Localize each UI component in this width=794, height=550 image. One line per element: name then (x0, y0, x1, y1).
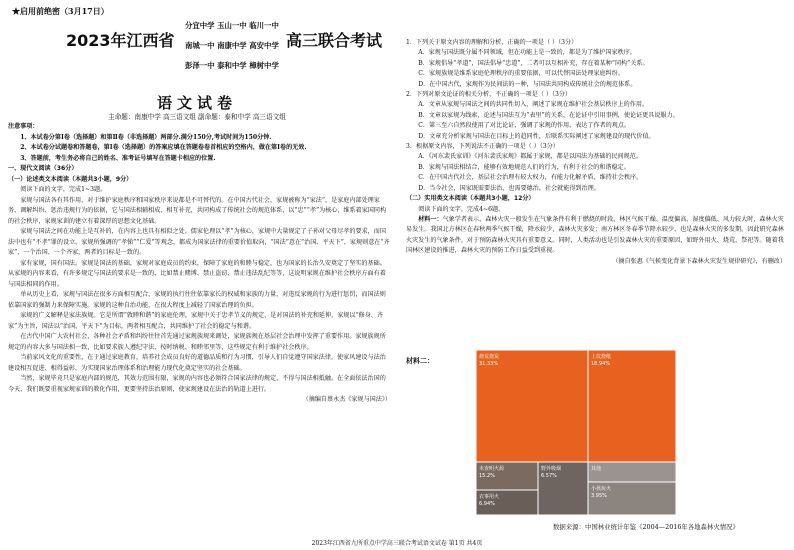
treemap-tile-name: 小孩玩火 (591, 486, 612, 492)
option: B．家规与国法相结合，能够有效地规范人们的行为，有利于社会的和谐稳定。 (418, 163, 630, 171)
option: D．当今社会，国家既需要法治，也需要德治，社会就能得到治理。 (418, 184, 600, 192)
left-column (8, 122, 391, 406)
treemap-tile-name: 烧荒烧炭 (479, 354, 500, 360)
treemap-tile-value: 3.95% (591, 493, 607, 499)
passage-paragraph: 家有家规，国有国法。家规是国法的基础，家规对家庭成员的约束，保障了家庭的和睦与稳定，也为国家的长治久安奠定了坚实的基础。从家规的内容来看，有许多规定与国法的要求是一致的，比如禁止赌博、禁止盗窃、禁止违法乱纪等等，这说明家规在维护社会秩序方面有着与国法相同的作用。 (8, 259, 386, 288)
school-line: 南城一中 南康中学 高安中学 (185, 41, 279, 50)
school-line: 分宜中学 玉山一中 临川一中 (185, 21, 279, 30)
passage-paragraph: 当前家风文化的重要性，在于通过家庭教育，培养社会成员良好的道德品质和行为习惯，引导人们自觉遵守国家法律，使家风建设与法治建设相互促进、相得益彰，为实现国家治理体系和治理能力现代化奠定坚实的社会基础。 (8, 354, 386, 372)
treemap-tile-value: 6.57% (541, 473, 557, 479)
option: C．在中国古代社会，基层社会治理有较大权力，有能力化解矛盾、维持社会秩序。 (418, 174, 643, 182)
passage-paragraph: 家规与国法之间在功能上是互补的，在内容上也具有相似之处。儒家伦理以“孝”为核心，家规中大量规定了子孙对父母尽孝的要求，而国法中也有“不孝”罪的设立。家规所强调的“孝悌”“仁爱”等观念，都成为国家法律的重要价值取向，“国法”意在“治国、平天下”，家规则意在“齐家”，一个治国、一个齐家，两者的目标是一致的。 (8, 228, 390, 256)
question: 2．下列对原文论证的相关分析，不正确的一项是（ ）（3分） (406, 91, 572, 99)
option: C．家规族规是维系家庭伦理秩序的重要依据，可以代替国法处理家庭纠纷。 (418, 70, 624, 78)
reading-instruction: 阅读下面的文字，完成1~3题。 (20, 186, 107, 193)
secret-label: ★启用前绝密（3月17日） (12, 6, 109, 16)
material-text: 气象学者表示，森林火灾一般发生在气象条件有利于燃烧的时段，林区气候干燥、温度偏高、湿度偏低、风力较大时，森林火灾易发生。我国北方林区在春秋两季气候干燥，降水较少，森林火灾多发；南方林区冬春季节降水较少，也是森林火灾的多发期。因此研究森林火灾发生的气象条件，对于预防森林火灾具有重要意义。同时，人类活动也是引发森林火灾的重要原因，如野外用火、烧荒、祭祀等。随着我国林区建设的推进，森林火灾的预防工作日益受到重视。 (406, 215, 784, 255)
treemap-tile-value: 18.94% (591, 361, 611, 367)
material-label: 材料一： (418, 215, 443, 223)
treemap-tile-name: 未查明火源 (479, 466, 505, 472)
passage-paragraph: 当然，家规毕竟只是家庭内部的规范，其效力范围有限，家规的内容也必须符合国家法律的规定，不得与国法相抵触。在全面依法治国的今天，我们既要重视家规家训的教化作用，更要坚持法治原则，使家规建设在法治的轨道上进行。 (8, 375, 386, 393)
authors-line: 主命题：南康中学 高三语文组 副命题：泰和中学 高三语文组 (108, 113, 286, 121)
passage-paragraph: 家规的广义解释是家法族规。它是所谓“敦睦和谐”的家庭伦理，家规中关于忠孝节义的规定，是对国法的补充和延伸，家规以“修身、齐家”为主旨，国法以“治国、平天下”为目标，两者相互配合，共同维护了社会的稳定与和谐。 (8, 312, 383, 330)
option: B．家规倡导“孝道”，国法倡导“忠道”，二者可以互相补充，存在着某种“同构”关系。 (418, 59, 649, 67)
subsection-heading: （二）实用类文本阅读（本题共3小题，12分） (406, 195, 535, 203)
treemap-chart (476, 350, 676, 515)
option: A．家规与国法既分属不同领域，但在功能上是一致的，都是为了维护国家秩序。 (418, 49, 636, 57)
option: D．文章充分析家规与国法在目标上的趋同性，后联系实际阐述了家规建设的现代价值。 (418, 132, 655, 140)
school-line: 彭泽一中 泰和中学 樟树中学 (185, 61, 279, 70)
title-left: 2023年江西省 (66, 31, 175, 50)
data-source: 数据来源：中国林业统计年鉴《2004—2016年各地森林火情况》 (553, 523, 739, 531)
title-right: 高三联合考试 (286, 31, 383, 50)
reading-instruction: 阅读下面的文字，完成4~6题。 (418, 205, 505, 213)
treemap-tile-name: 上坟烧纸 (591, 354, 612, 360)
material-citation: （摘自张惠《气候变化背景下森林火灾发生规律研究》，有删改） (612, 257, 786, 265)
passage-paragraph: 家规与国法各有其作用，对于维护家庭秩序和国家秩序来说都是不可替代的。在中国古代社会，家规被称为“家法”，是家庭内部处理家务、调解纠纷、惩治违规行为的依据，它与国法相辅相成、相互补充，共同构成了传统社会的规范体系，以“忠”“孝”为核心，维系着家国同构的社会秩序，家规家训的建立有着深厚的思想文化基础。 (8, 196, 387, 225)
notice-item: 2、本试卷分试题卷和答题卷，第Ⅰ卷（选择题）的答案应填在答题卷卷首相应的空格内，做在第Ⅰ卷的无效. (20, 144, 307, 151)
treemap-tile-value: 6.94% (479, 501, 495, 507)
treemap-tile-name: 农事用火 (479, 494, 500, 500)
material-two-label: 材料二： (406, 357, 434, 365)
option: B．文章以家规为线索，论述与国法互为“表里”的关系，在论证中引用事例，使论证更具说服力。 (418, 111, 679, 119)
material-one (406, 215, 786, 257)
passage-paragraph: 在古代中国广大农村社会，各种社会矛盾和纠纷往往首先通过家规族规来调处，家规族规在基层社会治理中发挥了重要作用。家规族规所规定的内容大多与国法相一致，比如要求族人遵纪守法、按时纳税、和睦邻里等，这些规定有利于维护社会秩序。 (8, 333, 386, 351)
question: 1．下列关于原文内容的理解和分析，正确的一项是（ ）（3分） (406, 39, 578, 46)
subsection-heading: （一）论述类文本阅读（本题共3小题，9分） (8, 175, 133, 183)
right-column (406, 38, 786, 267)
option: C．第三至六自然段使用了对比论证，强调了家规的作用，表达了作者的观点。 (418, 122, 631, 130)
option: A．《河东裴氏家训》《河东裴氏家规》都属于家规，都是以国法为基础的民间规范。 (418, 153, 642, 161)
subject-title: 语文试卷 (156, 94, 237, 112)
treemap-svg (476, 350, 676, 515)
school-list (185, 16, 279, 76)
passage-citation: （摘编自蔡永杰《家规与国法》） (302, 396, 391, 403)
page-footer: 2023年江西省九所重点中学高三联合考试语文试卷 第1页 共4页 (311, 540, 483, 547)
notice-title: 注意事项： (8, 123, 39, 130)
option: A．文章从家规与国法之间的共同性切入，阐述了家规在维护社会基层秩序上的作用。 (418, 101, 649, 109)
treemap-tile-name: 野外吸烟 (541, 466, 562, 472)
notice-item: 3、答题前，考生务必将自己的姓名、准考证号填写在答题卡相应的位置. (20, 154, 216, 162)
treemap-tile-value: 31.33% (479, 361, 499, 367)
question: 3．根据原文内容，下列说法不正确的一项是（ ）（3分） (406, 143, 559, 151)
treemap-tile-value: 15.2% (479, 473, 495, 479)
treemap-tile-name: 其他 (591, 466, 602, 472)
passage-paragraph: 单从历史上看，家规与国法在很多方面相互配合，家规的执行往往依靠家长的权威和家族的力量，对违反家规的行为进行惩罚，而国法则依靠国家的强制力来保障实施。家规的这种自治功能，在很大程度上减轻了国家治理的负担。 (8, 291, 386, 309)
treemap-tile (588, 462, 676, 482)
section-heading: 一、现代文阅读（36分） (8, 165, 78, 172)
notice-item: 1、本试卷分第Ⅰ卷（选择题）和第Ⅱ卷（非选择题）两部分.满分150分,考试时间为150分钟. (20, 133, 272, 141)
option: D．在中国古代，家规作为民间法的一种，与国法共同构成传统社会的规范体系。 (418, 80, 637, 88)
